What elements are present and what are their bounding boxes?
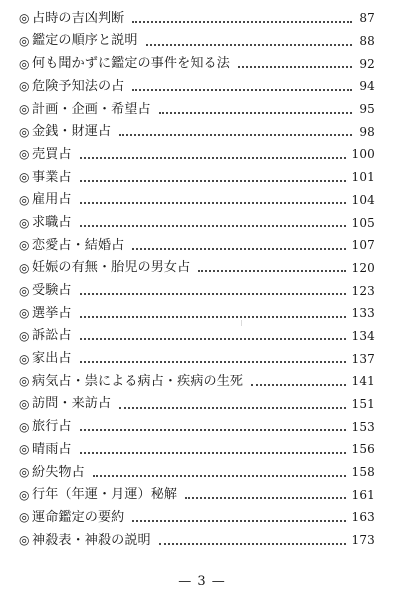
bullet-icon: ◎	[19, 102, 30, 117]
toc-title: 旅行占	[32, 419, 72, 435]
toc-entry-8	[19, 189, 375, 212]
toc-title: 晴雨占	[32, 441, 72, 457]
bullet-icon: ◎	[19, 510, 30, 525]
toc-page-number: 161	[351, 487, 375, 502]
toc-entry-0	[19, 7, 375, 30]
toc-page-number: 153	[351, 419, 375, 434]
toc-entry-3	[19, 75, 375, 98]
toc-title: 危険予知法の占	[32, 78, 125, 94]
dot-leader	[251, 383, 346, 386]
toc-entry-13	[19, 302, 375, 325]
toc-entry-18	[19, 415, 375, 438]
toc-title: 神殺表・神殺の説明	[32, 532, 151, 548]
bullet-icon: ◎	[19, 170, 30, 185]
toc-page-number: 156	[351, 442, 375, 457]
dot-leader	[132, 88, 352, 91]
toc-entry-4	[19, 98, 375, 121]
toc-title: 占時の吉凶判断	[32, 10, 125, 26]
toc-title: 売買占	[32, 146, 72, 162]
toc-title: 事業占	[32, 169, 72, 185]
toc-page-number: 92	[359, 56, 375, 71]
dot-leader	[198, 269, 346, 272]
dot-leader	[159, 111, 352, 114]
dot-leader	[146, 43, 352, 46]
toc-title: 病気占・祟による病占・疾病の生死	[32, 373, 244, 389]
bullet-icon: ◎	[19, 124, 30, 139]
bullet-icon: ◎	[19, 328, 30, 343]
toc-entry-15	[19, 347, 375, 370]
toc-page-number: 95	[359, 102, 375, 117]
toc-title: 雇用占	[32, 192, 72, 208]
toc-entry-10	[19, 234, 375, 257]
page-number-footer: — 3 —	[178, 574, 226, 589]
bullet-icon: ◎	[19, 260, 30, 275]
toc-page-number: 163	[351, 510, 375, 525]
toc-page-number: 100	[351, 147, 375, 162]
toc-entry-17	[19, 393, 375, 416]
toc-title: 妊娠の有無・胎児の男女占	[32, 260, 191, 276]
bullet-icon: ◎	[19, 56, 30, 71]
toc-title: 金銭・財運占	[32, 124, 112, 140]
toc-page-number: 98	[359, 124, 375, 139]
toc-title: 受験占	[32, 283, 72, 299]
bullet-icon: ◎	[19, 283, 30, 298]
toc-title: 運命鑑定の要約	[32, 509, 125, 525]
toc-page-number: 88	[359, 34, 375, 49]
bullet-icon: ◎	[19, 192, 30, 207]
dot-leader	[119, 133, 352, 136]
toc-page-number: 123	[351, 283, 375, 298]
toc-page-number: 105	[351, 215, 375, 230]
toc-page-number: 104	[351, 192, 375, 207]
toc-title: 選挙占	[32, 305, 72, 321]
toc-page-number: 101	[351, 170, 375, 185]
dot-leader	[132, 519, 346, 522]
table-of-contents	[19, 7, 375, 552]
toc-title: 求職占	[32, 214, 72, 230]
toc-title: 鑑定の順序と説明	[32, 33, 138, 49]
toc-entry-16	[19, 370, 375, 393]
toc-page-number: 133	[351, 306, 375, 321]
dot-leader	[132, 20, 352, 23]
toc-entry-22	[19, 506, 375, 529]
dot-leader	[159, 542, 347, 545]
toc-title: 行年（年運・月運）秘解	[32, 487, 178, 503]
toc-page-number: 151	[351, 397, 375, 412]
bullet-icon: ◎	[19, 419, 30, 434]
toc-title: 何も聞かずに鑑定の事件を知る法	[32, 56, 230, 72]
dot-leader	[80, 179, 347, 182]
dot-leader	[93, 474, 347, 477]
toc-entry-14	[19, 325, 375, 348]
dot-leader	[80, 315, 347, 318]
toc-entry-12	[19, 279, 375, 302]
bullet-icon: ◎	[19, 465, 30, 480]
bullet-icon: ◎	[19, 351, 30, 366]
toc-title: 計画・企画・希望占	[32, 101, 151, 117]
dot-leader	[119, 406, 346, 409]
toc-entry-9	[19, 211, 375, 234]
toc-title: 恋愛占・結婚占	[32, 237, 125, 253]
toc-entry-7	[19, 166, 375, 189]
bullet-icon: ◎	[19, 147, 30, 162]
bullet-icon: ◎	[19, 442, 30, 457]
bullet-icon: ◎	[19, 533, 30, 548]
toc-page-number: 141	[351, 374, 375, 389]
toc-entry-20	[19, 461, 375, 484]
toc-page-number: 137	[351, 351, 375, 366]
bullet-icon: ◎	[19, 215, 30, 230]
toc-page-number: 134	[351, 328, 375, 343]
toc-entry-2	[19, 52, 375, 75]
bullet-icon: ◎	[19, 238, 30, 253]
dot-leader	[80, 428, 347, 431]
toc-page-number: 173	[351, 533, 375, 548]
dot-leader	[80, 156, 347, 159]
dot-leader	[80, 360, 347, 363]
toc-entry-6	[19, 143, 375, 166]
toc-page-number: 107	[351, 238, 375, 253]
dot-leader	[80, 201, 347, 204]
dot-leader	[80, 337, 347, 340]
toc-entry-1	[19, 30, 375, 53]
dot-leader	[185, 496, 346, 499]
toc-page-number: 94	[359, 79, 375, 94]
dot-leader	[80, 292, 347, 295]
toc-entry-23	[19, 529, 375, 552]
toc-entry-11	[19, 257, 375, 280]
bullet-icon: ◎	[19, 306, 30, 321]
dot-leader	[80, 224, 347, 227]
toc-title: 訴訟占	[32, 328, 72, 344]
bullet-icon: ◎	[19, 34, 30, 49]
toc-page-number: 87	[359, 11, 375, 26]
toc-entry-21	[19, 483, 375, 506]
bullet-icon: ◎	[19, 397, 30, 412]
bullet-icon: ◎	[19, 374, 30, 389]
bullet-icon: ◎	[19, 487, 30, 502]
dot-leader	[132, 247, 346, 250]
bullet-icon: ◎	[19, 79, 30, 94]
toc-page-number: 158	[351, 465, 375, 480]
toc-entry-19	[19, 438, 375, 461]
toc-page-number: 120	[351, 260, 375, 275]
dot-leader	[80, 451, 347, 454]
toc-title: 訪問・来訪占	[32, 396, 112, 412]
toc-title: 紛失物占	[32, 464, 85, 480]
toc-title: 家出占	[32, 351, 72, 367]
scan-speck	[241, 320, 242, 326]
toc-entry-5	[19, 120, 375, 143]
dot-leader	[238, 65, 352, 68]
bullet-icon: ◎	[19, 11, 30, 26]
